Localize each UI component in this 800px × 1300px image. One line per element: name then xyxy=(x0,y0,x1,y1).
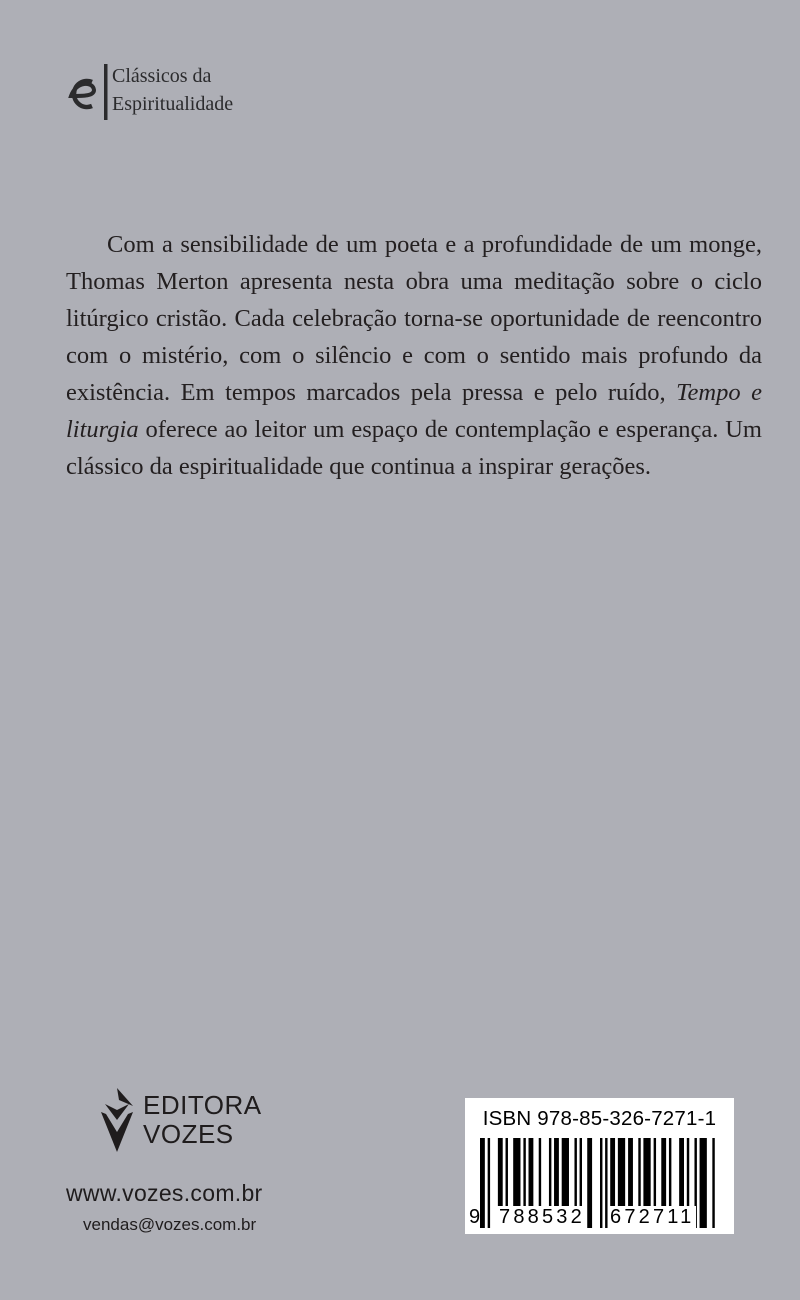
book-title: Tempo e liturgia xyxy=(66,379,762,443)
barcode-digit-first: 9 xyxy=(469,1206,481,1228)
blurb-text-after: oferece ao leitor um espaço de contemplação e esperança. Um clássico da espiritualidade que continua a inspirar gerações. xyxy=(66,416,762,480)
publisher-logo xyxy=(97,1086,262,1154)
back-cover-blurb xyxy=(66,226,762,485)
barcode-bar xyxy=(587,1138,592,1228)
blurb-text-before: Com a sensibilidade de um poeta e a profundidade de um monge, Thomas Merton apresenta nesta obra uma meditação sobre o ciclo litúrgico cristão. Cada celebração torna-se oportunidade de reencontro com o mistério, com o silêncio e com o sentido mais profundo da existência. Em tempos marcados pela pressa e pelo ruído, xyxy=(66,231,762,406)
publisher-email[interactable]: vendas@vozes.com.br xyxy=(83,1215,257,1234)
isbn-barcode xyxy=(465,1098,734,1234)
barcode-bar xyxy=(712,1138,714,1228)
series-title-line2: Espiritualidade xyxy=(112,93,234,115)
isbn-label: ISBN 978-85-326-7271-1 xyxy=(482,1107,717,1130)
series-title xyxy=(112,62,233,118)
publisher-name-line2: VOZES xyxy=(143,1119,234,1149)
blurb-paragraph xyxy=(66,226,762,485)
barcode-bar xyxy=(488,1138,490,1228)
series-ce-logo-icon xyxy=(62,60,112,122)
barcode-bar xyxy=(600,1138,602,1228)
publisher-name xyxy=(143,1091,262,1149)
publisher-name-line1: EDITORA xyxy=(143,1090,262,1120)
barcode-digits-left: 788532 xyxy=(499,1206,585,1228)
editora-vozes-logo-icon xyxy=(97,1086,137,1154)
series-title-line1: Clássicos da xyxy=(112,65,212,87)
barcode-digits-right: 672711 xyxy=(610,1206,695,1228)
barcode-bar xyxy=(700,1138,707,1228)
barcode-bar xyxy=(480,1138,485,1228)
series-logo xyxy=(62,60,233,122)
publisher-website[interactable]: www.vozes.com.br xyxy=(66,1180,263,1206)
